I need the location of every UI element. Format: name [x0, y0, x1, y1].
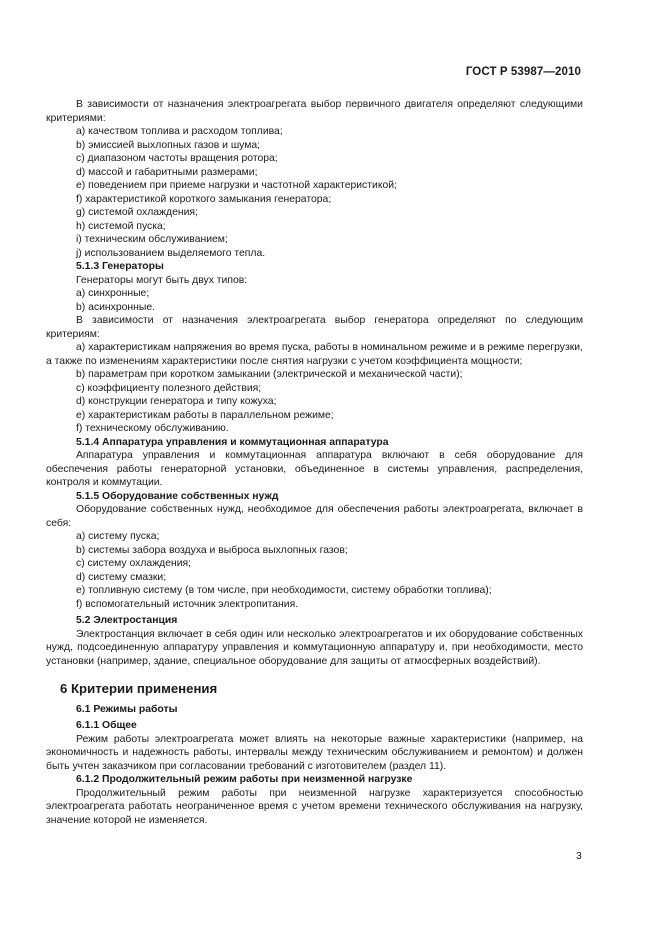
list-item: b) системы забора воздуха и выброса выхлопных газов;	[76, 544, 348, 556]
list-item: b) асинхронные.	[76, 301, 156, 313]
list-item: b) эмиссией выхлопных газов и шума;	[76, 139, 261, 151]
list-item: g) системой охлаждения;	[76, 207, 198, 218]
section-6-1-2-paragraph: Продолжительный режим работы при неизменной нагрузке характеризуется способностью электроагрегата работать неограниченное время с учетом времени технического обслуживания на нагрузку, значение которой не изменяется.	[46, 787, 583, 826]
list-item: b) параметрам при коротком замыкании (электрической и механической части);	[76, 369, 463, 380]
page-number: 3	[576, 851, 582, 862]
generator-types-intro: Генераторы могут быть двух типов:	[76, 274, 248, 286]
list-item: e) характеристикам работы в параллельном режиме;	[76, 409, 334, 421]
section-6-1-1-paragraph: Режим работы электроагрегата может влиять на некоторые важные характеристики (например, на экономичность и надежность работы, интервалы между техническим обслуживанием и ремонтом) и должен быть учтен заказчиком при согласовании требований с изготовителем (раздел 11).	[46, 733, 583, 772]
list-item: a) характеристикам напряжения во время пуска, работы в номинальном режиме и в режиме перегрузки, а также по изменениям характеристики после снятия нагрузки с учетом коэффициента мощности;	[46, 342, 583, 367]
criteria-list	[76, 125, 583, 260]
section-6-heading: 6 Критерии применения	[60, 681, 218, 696]
section-5-1-5-paragraph: Оборудование собственных нужд, необходимое для обеспечения работы электроагрегата, включает в себя:	[46, 504, 583, 529]
section-5-2-paragraph: Электростанция включает в себя один или несколько электроагрегатов и их оборудование собственных нужд, подсоединенную аппаратуру управления и коммутационную аппаратуру и, при необходимости, место установки (например, здание, специальное оборудование для защиты от атмосферных воздействий).	[46, 628, 583, 667]
list-item: f) вспомогательный источник электропитания.	[76, 598, 299, 610]
section-5-2-heading: 5.2 Электростанция	[76, 615, 178, 626]
list-item: f) характеристикой короткого замыкания генератора;	[76, 193, 332, 205]
intro-paragraph: В зависимости от назначения электроагрегата выбор первичного двигателя определяют следующими критериями:	[46, 99, 583, 124]
list-item: h) системой пуска;	[76, 220, 166, 232]
list-item: c) диапазоном частоты вращения ротора;	[76, 153, 278, 164]
list-item: i) техническим обслуживанием;	[76, 234, 228, 245]
section-6-1-2-heading: 6.1.2 Продолжительный режим работы при неизменной нагрузке	[76, 774, 413, 785]
section-5-1-5-heading: 5.1.5 Оборудование собственных нужд	[76, 490, 279, 502]
list-item: c) систему охлаждения;	[76, 558, 192, 569]
section-5-1-4-heading: 5.1.4 Аппаратура управления и коммутационная аппаратура	[76, 436, 389, 448]
list-item: d) систему смазки;	[76, 571, 167, 583]
generator-selection-paragraph: В зависимости от назначения электроагрегата выбор генератора определяют по следующим критериям:	[46, 315, 583, 340]
list-item: a) синхронные;	[76, 288, 150, 299]
list-item: f) техническому обслуживанию.	[76, 423, 229, 434]
list-item: a) систему пуска;	[76, 531, 160, 542]
list-item: d) массой и габаритными размерами;	[76, 166, 258, 178]
section-6-1-1-heading: 6.1.1 Общее	[76, 720, 137, 731]
list-item: j) использованием выделяемого тепла.	[76, 247, 266, 259]
list-item: c) коэффициенту полезного действия;	[76, 382, 262, 394]
list-item: e) поведением при приеме нагрузки и частотной характеристикой;	[76, 180, 397, 191]
document-body	[46, 98, 583, 827]
list-item: a) качеством топлива и расходом топлива;	[76, 126, 283, 137]
section-5-1-3-heading: 5.1.3 Генераторы	[76, 261, 164, 272]
list-item: d) конструкции генератора и типу кожуха;	[76, 396, 277, 407]
list-item: e) топливную систему (в том числе, при необходимости, систему обработки топлива);	[76, 585, 492, 596]
section-6-1-heading: 6.1 Режимы работы	[76, 703, 178, 715]
standard-number: ГОСТ Р 53987—2010	[465, 66, 581, 78]
section-5-1-4-paragraph: Аппаратура управления и коммутационная аппаратура включают в себя оборудование для обеспечения работы генераторной установки, объединенное в системы управления, распределения, контроля и коммутации.	[46, 450, 583, 488]
